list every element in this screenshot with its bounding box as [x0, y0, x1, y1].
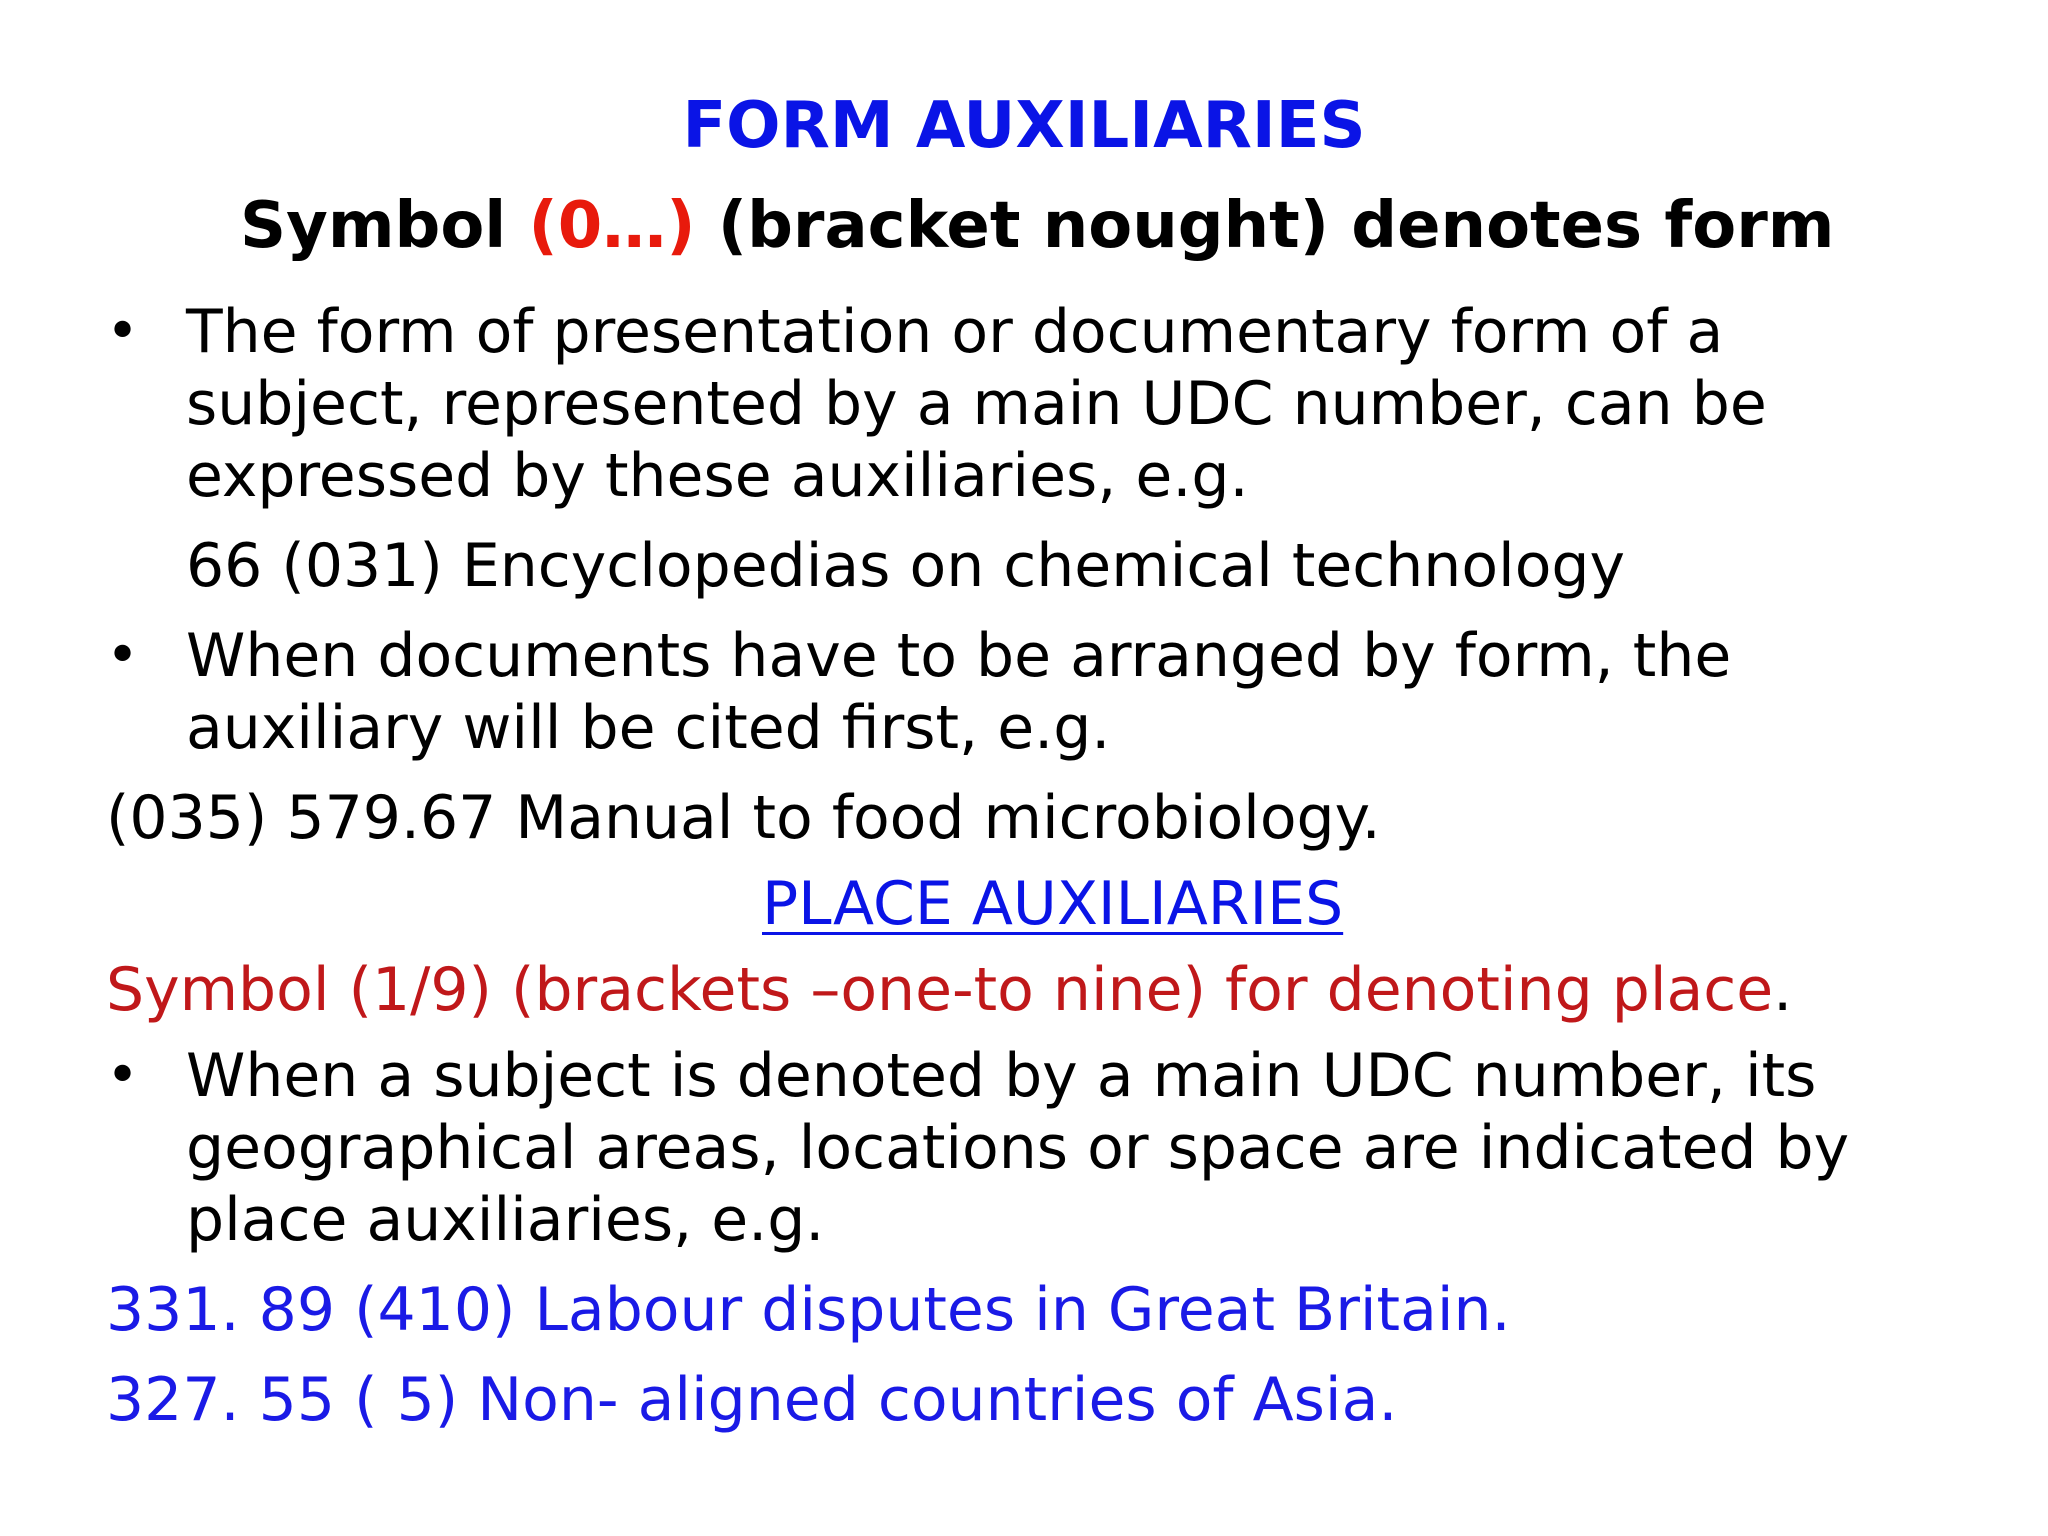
- bullet-line: When a subject is denoted by a main UDC number, its: [186, 1041, 1817, 1111]
- bullet-line: When documents have to be arranged by form, the: [186, 621, 1732, 691]
- bullet-line: auxiliary will be cited first, e.g.: [186, 693, 1111, 763]
- subtitle-symbol: (0…): [528, 189, 696, 263]
- form-example-1: 66 (031) Encyclopedias on chemical technology: [186, 531, 1626, 601]
- place-heading: PLACE AUXILIARIES: [762, 869, 1344, 939]
- bullet-dot-icon: •: [106, 299, 140, 364]
- form-example-2: (035) 579.67 Manual to food microbiology.: [106, 783, 1381, 853]
- bullet-dot-icon: •: [106, 1043, 140, 1108]
- slide-body: [106, 296, 1986, 1436]
- slide-title: FORM AUXILIARIES: [682, 89, 1366, 163]
- place-symbol-period: .: [1773, 955, 1793, 1025]
- form-bullet-1: [106, 296, 1986, 512]
- place-example-2: 327. 55 ( 5) Non- aligned countries of Asia.: [106, 1365, 1398, 1435]
- subtitle-after: (bracket nought) denotes form: [695, 189, 1835, 263]
- place-bullet: [106, 1040, 1986, 1256]
- place-example-1: 331. 89 (410) Labour disputes in Great Britain.: [106, 1275, 1511, 1345]
- slide-subtitle: [240, 188, 1835, 265]
- place-symbol-text: Symbol (1/9) (brackets –one-to nine) for denoting place: [106, 955, 1774, 1025]
- form-bullet-2: [106, 620, 1986, 764]
- bullet-line: The form of presentation or documentary form of a: [186, 297, 1724, 367]
- bullet-dot-icon: •: [106, 623, 140, 688]
- bullet-line: geographical areas, locations or space are indicated by: [186, 1113, 1850, 1183]
- bullet-line: expressed by these auxiliaries, e.g.: [186, 441, 1249, 511]
- subtitle-before: Symbol: [240, 189, 529, 263]
- bullet-line: subject, represented by a main UDC number, can be: [186, 369, 1767, 439]
- place-symbol-line: [106, 954, 1986, 1026]
- bullet-line: place auxiliaries, e.g.: [186, 1185, 825, 1255]
